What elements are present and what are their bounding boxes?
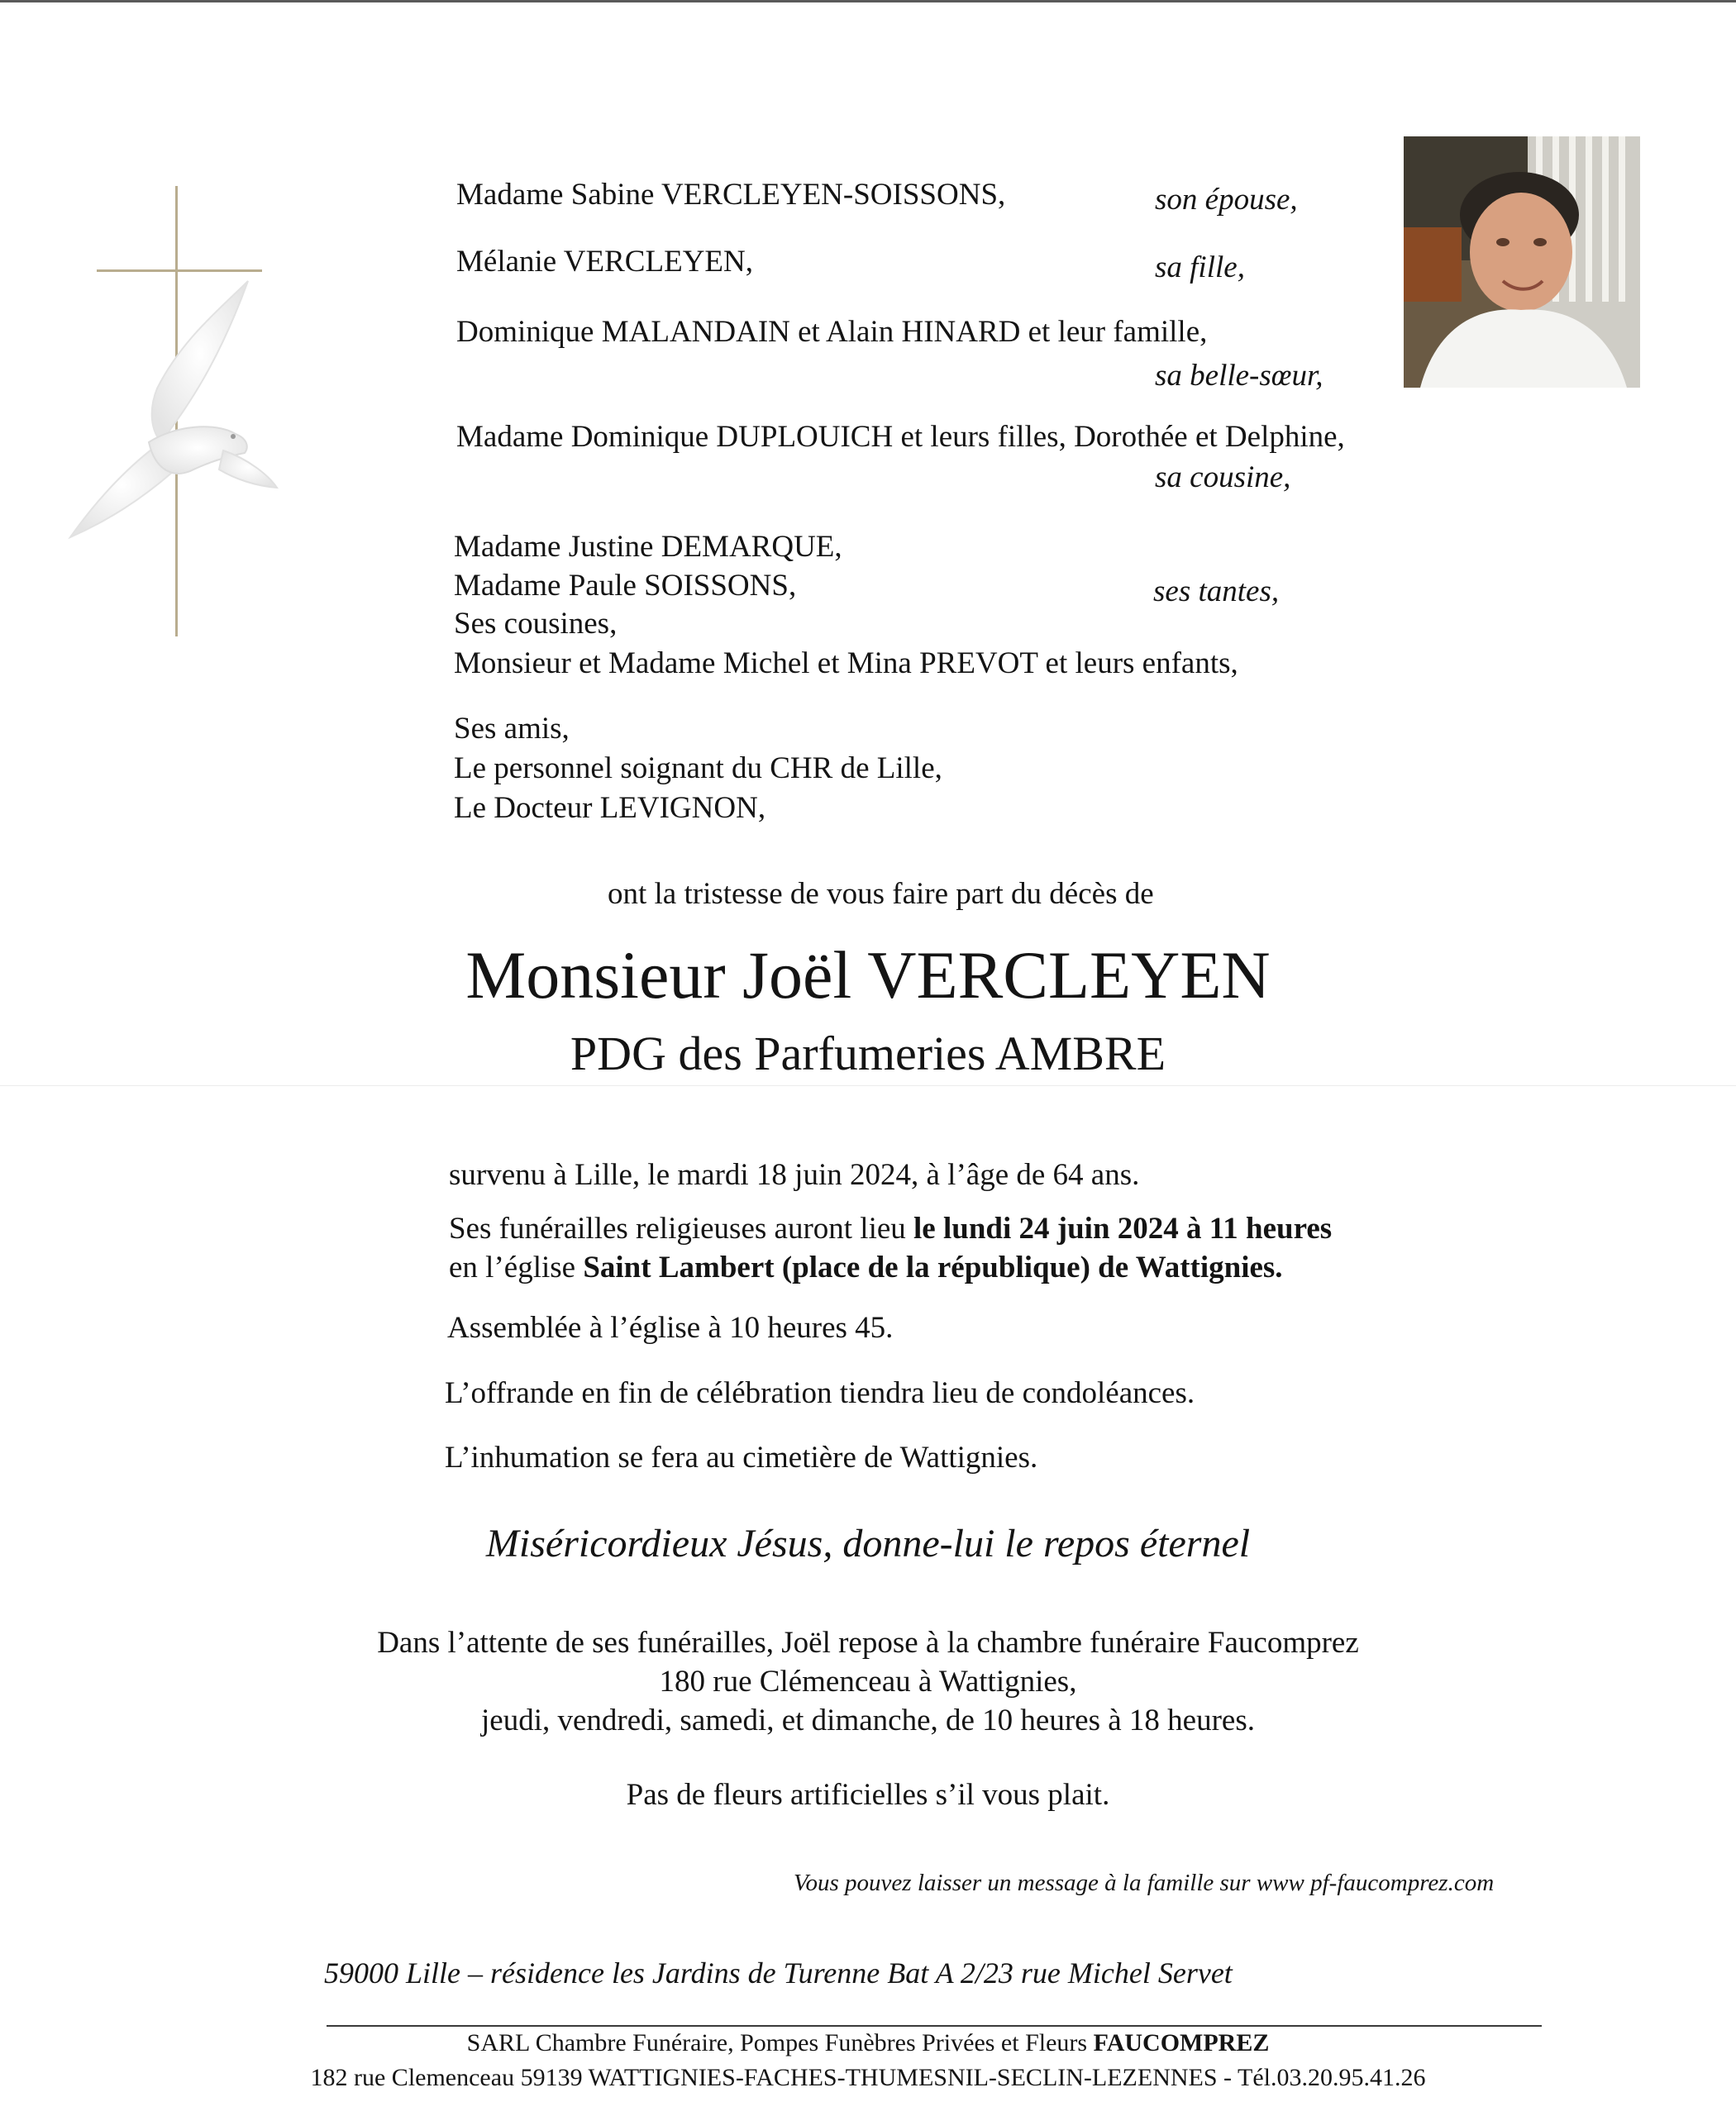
funeral-location: Saint Lambert (place de la république) de Wattignies. <box>583 1251 1283 1284</box>
deceased-name: Monsieur Joël VERCLEYEN <box>465 937 1271 1013</box>
burial-text: L’inhumation se fera au cimetière de Wattignies. <box>445 1441 1038 1475</box>
family-relation-1: son épouse, <box>1155 183 1298 217</box>
family-relation-3: sa belle-sœur, <box>1155 359 1323 393</box>
family-line-9: Ses amis, <box>454 712 570 746</box>
family-line-4: Madame Dominique DUPLOUICH et leurs filles, Dorothée et Delphine, <box>456 420 1345 454</box>
funeral-line-1-prefix: Ses funérailles religieuses auront lieu <box>449 1212 914 1246</box>
footer-company-name: FAUCOMPREZ <box>1093 2029 1270 2056</box>
rest-line-2: 180 rue Clémenceau à Wattignies, <box>659 1665 1077 1699</box>
announcement-text: ont la tristesse de vous faire part du décès de <box>608 877 1154 911</box>
family-line-1: Madame Sabine VERCLEYEN-SOISSONS, <box>456 178 1006 212</box>
family-address: 59000 Lille – résidence les Jardins de Turenne Bat A 2/23 rue Michel Servet <box>324 1956 1233 1990</box>
family-relation-4: sa cousine, <box>1155 460 1291 494</box>
funeral-line-1 <box>449 1211 1332 1247</box>
family-relation-2: sa fille, <box>1155 250 1245 284</box>
flowers-note: Pas de fleurs artificielles s’il vous plait. <box>626 1778 1110 1812</box>
dove-icon <box>58 273 281 546</box>
rest-line-1: Dans l’attente de ses funérailles, Joël repose à la chambre funéraire Faucomprez <box>377 1626 1359 1660</box>
page-fold-line <box>0 1085 1736 1086</box>
family-line-7: Ses cousines, <box>454 607 618 641</box>
deceased-title: PDG des Parfumeries AMBRE <box>570 1027 1166 1080</box>
footer-line-2: 182 rue Clemenceau 59139 WATTIGNIES-FACHES-THUMESNIL-SECLIN-LEZENNES - Tél.03.20.95.41.26 <box>310 2064 1426 2091</box>
family-line-10: Le personnel soignant du CHR de Lille, <box>454 751 942 785</box>
cross-horizontal-bar <box>97 269 262 272</box>
footer-line-1 <box>0 2028 1736 2058</box>
funeral-line-2-prefix: en l’église <box>449 1251 584 1284</box>
family-line-11: Le Docteur LEVIGNON, <box>454 791 766 825</box>
assembly-text: Assemblée à l’église à 10 heures 45. <box>447 1311 894 1345</box>
family-line-8: Monsieur et Madame Michel et Mina PREVOT et leurs enfants, <box>454 646 1238 680</box>
family-line-3: Dominique MALANDAIN et Alain HINARD et leur famille, <box>456 315 1208 349</box>
family-line-2: Mélanie VERCLEYEN, <box>456 245 753 279</box>
family-line-6: Madame Paule SOISSONS, <box>454 569 797 603</box>
family-relation-6: ses tantes, <box>1153 574 1280 608</box>
funeral-date: le lundi 24 juin 2024 à 11 heures <box>913 1212 1333 1246</box>
rest-line-3: jeudi, vendredi, samedi, et dimanche, de 10 heures à 18 heures. <box>481 1704 1255 1737</box>
portrait-photo <box>1404 136 1640 388</box>
prayer-text: Miséricordieux Jésus, donne-lui le repos éternel <box>485 1522 1251 1566</box>
footer-divider <box>327 2025 1542 2027</box>
family-line-5: Madame Justine DEMARQUE, <box>454 530 842 564</box>
footer-company-prefix: SARL Chambre Funéraire, Pompes Funèbres Privées et Fleurs <box>466 2029 1094 2056</box>
funeral-line-2 <box>449 1250 1283 1286</box>
death-info: survenu à Lille, le mardi 18 juin 2024, à l’âge de 64 ans. <box>449 1158 1140 1192</box>
message-note: Vous pouvez laisser un message à la famille sur www pf-faucomprez.com <box>794 1870 1495 1896</box>
top-border-line <box>0 0 1736 2</box>
offering-text: L’offrande en fin de célébration tiendra lieu de condoléances. <box>445 1376 1195 1410</box>
